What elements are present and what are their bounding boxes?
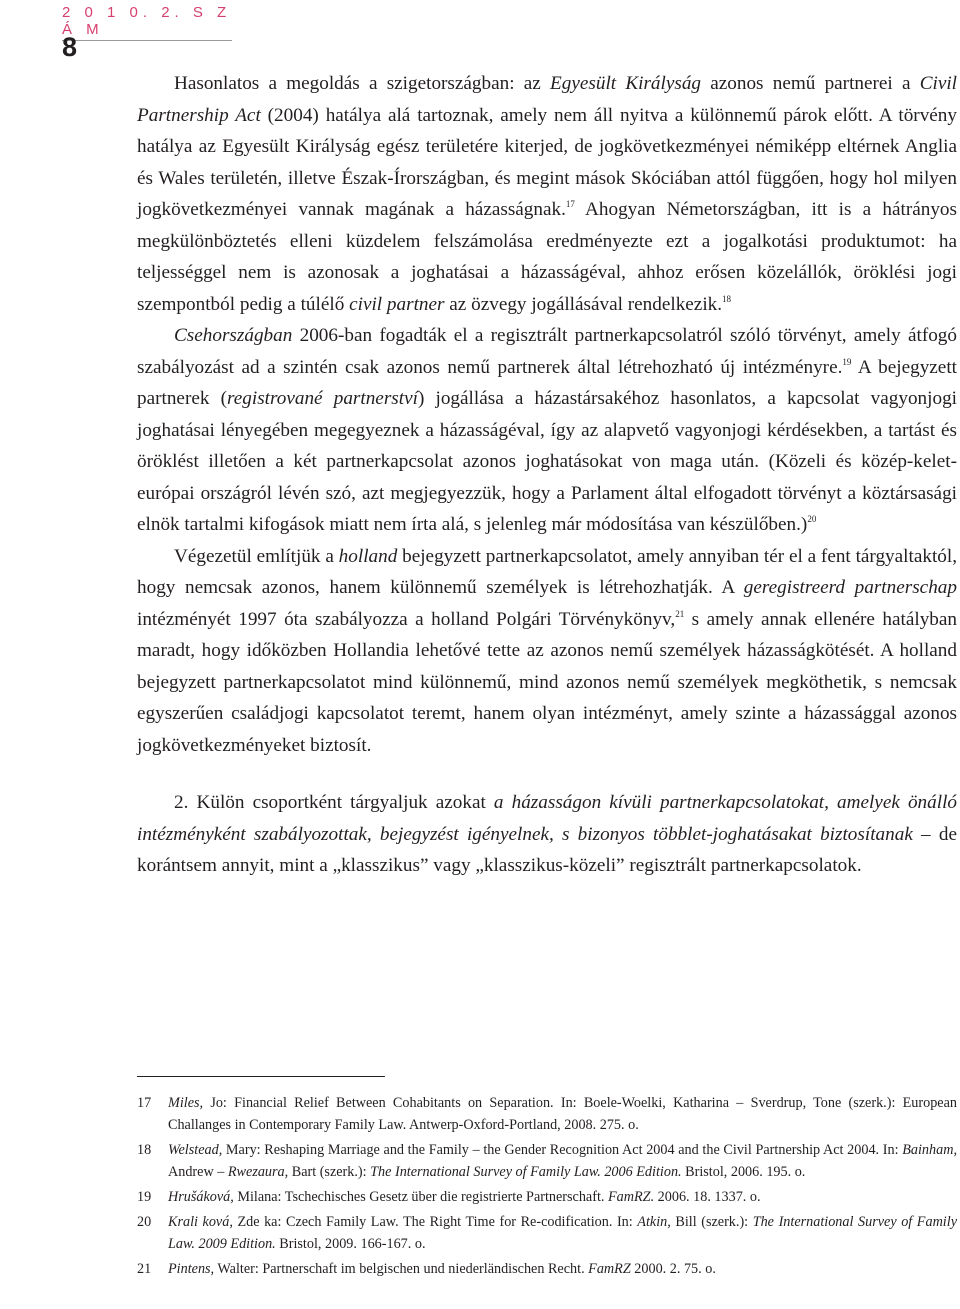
footnote-number: 19 [137, 1189, 152, 1205]
paragraph-dutch [137, 541, 957, 762]
italic-term: a házasságon kívüli partnerkapcsolatokat, amelyek önálló intézményként szabályozottak, bejegyzést igényelnek, s bizonyos többlet-joghatásakat biztosítanak [137, 792, 957, 845]
author-name: Bainham, [902, 1142, 957, 1158]
main-text [137, 68, 957, 882]
text: (2004) hatálya alá tartoznak, amely nem áll nyitva a különnemű párok előtt. A törvény hatálya az Egyesült Királyság egész területére kiterjed, de jogkövetkezményei némiképp eltérnek Anglia és Wales területén, illetve Észak-Írországban, és megint mások Skóciában attól függően, hogy hol milyen jogkövetkezményei vannak magának a házasságnak. [137, 104, 957, 220]
italic-term: Egyesült Királyság [550, 73, 702, 94]
page-number: 8 [62, 32, 78, 62]
text: Walter: Partnerschaft im belgischen und niederländischen Recht. [214, 1261, 589, 1277]
running-header: 2 0 1 0. 2. S Z Á M [62, 4, 232, 41]
journal-title: FamRZ. [608, 1189, 655, 1205]
author-name: Rwezaura, [227, 1164, 289, 1180]
author-name: Krali ková, [168, 1214, 233, 1230]
footnote-ref-19[interactable]: 19 [842, 356, 852, 367]
italic-term: Csehországban [174, 325, 293, 346]
author-name: Hrušáková, [168, 1189, 234, 1205]
text: 2000. 2. 75. o. [630, 1261, 716, 1277]
text: 2006. 18. 1337. o. [654, 1189, 761, 1205]
text: 2006-ban fogadták el a regisztrált partnerkapcsolatról szóló törvényt, amely átfogó szabályozást ad a szintén csak azonos nemű partnerek által létrehozható új intézményre. [137, 325, 957, 378]
footnote-18 [137, 1139, 957, 1183]
author-name: Welstead, [168, 1142, 223, 1158]
footnote-ref-18[interactable]: 18 [722, 293, 732, 304]
text: Bart (szerk.): [288, 1164, 371, 1180]
text: Végezetül említjük a [174, 545, 339, 567]
text: Milana: Tschechisches Gesetz über die registrierte Partnerschaft. [233, 1189, 608, 1205]
author-name: Atkin, [637, 1214, 671, 1230]
footnote-17 [137, 1092, 957, 1136]
footnote-ref-20[interactable]: 20 [807, 514, 817, 524]
text: Bill (szerk.): [670, 1214, 753, 1230]
text: azonos nemű partnerei a [701, 73, 920, 94]
footnote-number: 17 [137, 1095, 152, 1111]
footnote-ref-17[interactable]: 17 [565, 199, 575, 209]
text: Jo: Financial Relief Between Cohabitants on Separation. In: Boele-Woelki, Katharina – Sverdrup, Tone (szerk.): European Challanges in Contemporary Family Law. Antwerp-Oxford-Portland, 2008. 275. o. [168, 1095, 957, 1133]
italic-term: Civil Partnership Act [137, 73, 957, 126]
footnote-number: 18 [137, 1142, 152, 1158]
footnote-separator [137, 1076, 385, 1077]
text: intézményét 1997 óta szabályozza a holland Polgári Törvénykönyv, [137, 608, 676, 630]
footnote-21 [137, 1258, 957, 1280]
paragraph-czech [137, 320, 957, 541]
text: – de korántsem annyit, mint a „klasszikus” vagy „klasszikus-közeli” regisztrált partnerkapcsolatok. [137, 823, 957, 876]
text: Bristol, 2009. 166-167. o. [275, 1236, 426, 1252]
text: Hasonlatos a megoldás a szigetországban: az [174, 73, 551, 94]
footnote-number: 20 [137, 1214, 152, 1230]
text: Ahogyan Németországban, itt is a hátrányos megkülönböztetés elleni küzdelem felszámolása eredményezte ezt a jogalkotási produktumot: ha teljességgel nem is azonosak a joghatásai a házasságéval, ahhoz erősen közelállók, öröklési jogi szempontból pedig a túlélő [137, 199, 957, 315]
footnote-ref-21[interactable]: 21 [675, 608, 685, 619]
footnote-19 [137, 1186, 957, 1208]
text: Mary: Reshaping Marriage and the Family – the Gender Recognition Act 2004 and the Civil Partnership Act 2004. In: [222, 1142, 903, 1158]
footnote-number: 21 [137, 1261, 152, 1277]
italic-term: registrované partnerství [227, 388, 418, 409]
author-name: Miles, [168, 1095, 204, 1111]
text: A bejegyzett partnerek ( [137, 356, 957, 409]
book-title: The International Survey of Family Law. 2009 Edition. [168, 1214, 957, 1252]
paragraph-section-2 [137, 787, 957, 882]
footnotes [137, 1092, 957, 1283]
text: ) jogállása a házastársakéhoz hasonlatos, a kapcsolat vagyonjogi joghatásai lényegében megegyeznek a házasságéval, így az alapvető vagyonjogi kérdésekben, a tartást és öröklést illetően a két partnerkapcsolat azonos joghatásokat von maga után. (Közeli és közép-kelet-európai országról lévén szó, azt megjegyezzük, hogy a Parlament által elfogadott törvényt a köztársasági elnök tartalmi kifogások miatt nem írta alá, s jelenleg már módosítása van készülőben.) [137, 388, 957, 535]
footnote-20 [137, 1211, 957, 1255]
italic-term: civil partner [349, 293, 445, 315]
text: bejegyzett partnerkapcsolatot, amely annyiban tér el a fent tárgyaltaktól, hogy nemcsak azonos, hanem különnemű személyek is létrehozhatják. A [137, 545, 957, 598]
text: az özvegy jogállásával rendelkezik. [444, 293, 723, 315]
journal-title: FamRZ [588, 1261, 631, 1277]
text: Andrew – [168, 1164, 228, 1180]
text: 2. Külön csoportként tárgyaljuk azokat [174, 792, 494, 813]
paragraph-uk [137, 68, 957, 320]
book-title: The International Survey of Family Law. 2006 Edition. [370, 1164, 682, 1180]
text: Zde ka: Czech Family Law. The Right Time for Re-codification. In: [232, 1214, 638, 1230]
italic-term: holland [338, 545, 398, 567]
author-name: Pintens, [168, 1261, 215, 1277]
text: s amely annak ellenére hatályban maradt, hogy időközben Hollandia lehetővé tette az azonos nemű személyek házasságkötését. A holland bejegyzett partnerkapcsolatot mind különnemű, mind azonos nemű személyek megköthetik, s nemcsak egyszerűen családjogi kapcsolatot teremt, hanem olyan intézményt, amely szinte a házassággal azonos jogkövetkezményeket biztosít. [137, 608, 957, 756]
text: Bristol, 2006. 195. o. [681, 1164, 806, 1180]
italic-term: geregistreerd partnerschap [743, 577, 957, 598]
